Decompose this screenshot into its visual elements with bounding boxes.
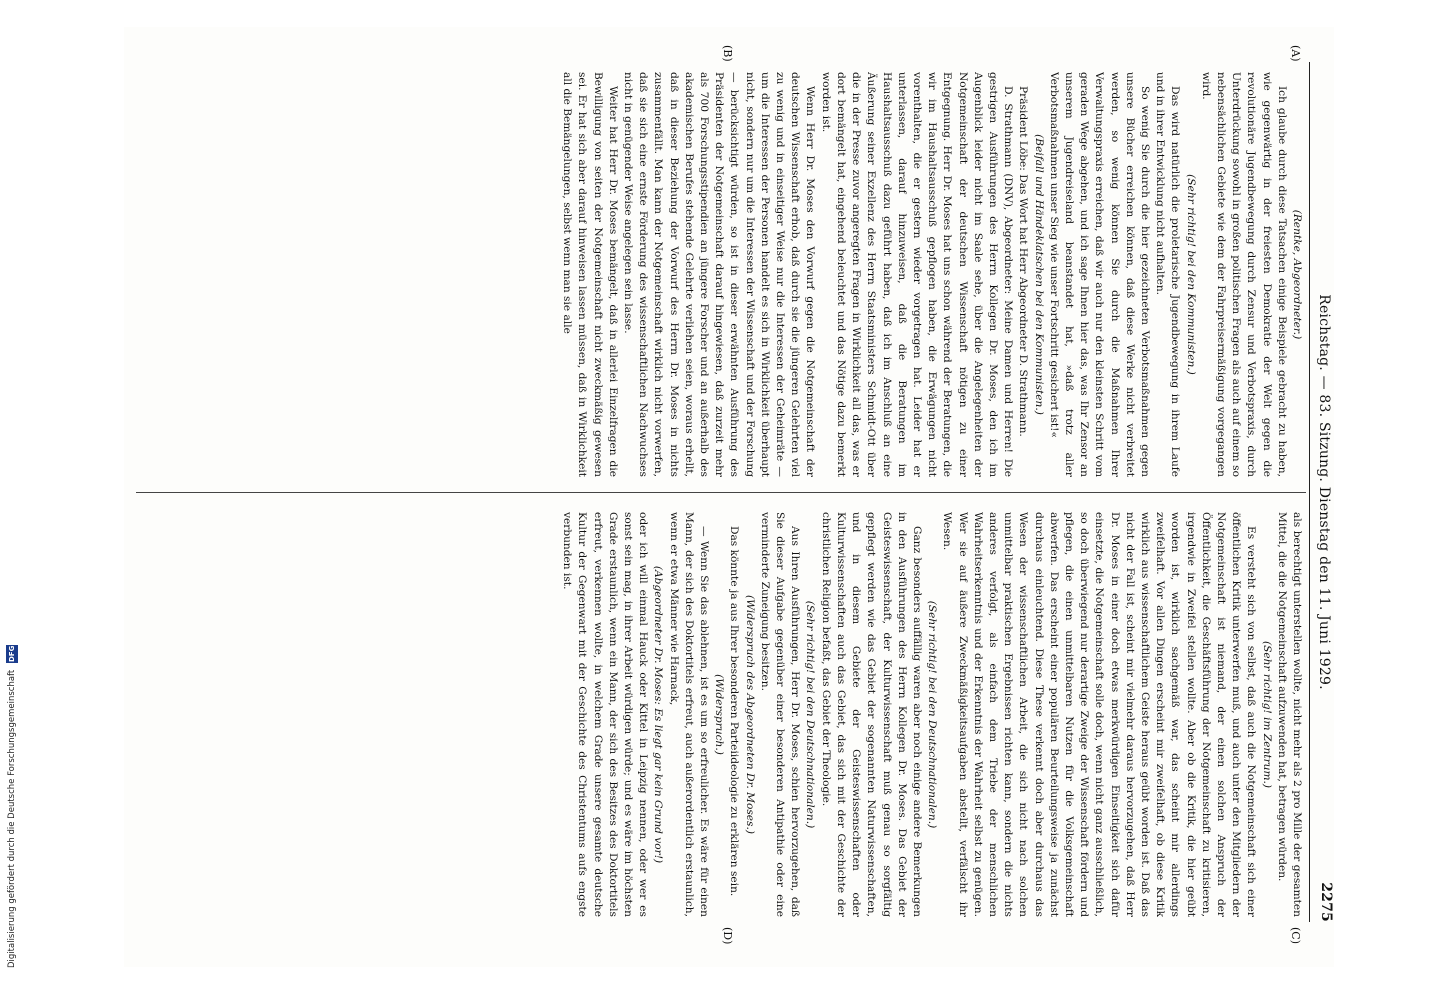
document-page xyxy=(124,27,1334,967)
interjection: (Sehr richtig! bei den Deutschnationalen.) xyxy=(926,600,939,829)
interjection: (Sehr richtig! im Zentrum.) xyxy=(1260,640,1273,789)
header-title: Reichstag. — 83. Sitzung. Dienstag den 11. Juni 1929. xyxy=(1316,294,1332,690)
interjection: (Sehr richtig! bei den Kommunisten.) xyxy=(1184,174,1197,375)
paragraph: Präsident Löbe: Das Wort hat Herr Abgeordneter D. Strathmann. xyxy=(1017,86,1030,437)
interjection: (Widerspruch.) xyxy=(713,674,726,755)
margin-letter-a: (A) xyxy=(1289,45,1302,62)
paragraph: oder ich will einmal Hauck oder Kittel in Leipzig nennen, oder wer es sonst sein mag, in ihrer Arbeit würdigen würde; und es wäre im höchsten Grade erstaunlich, wenn ein Mann, der sich des Besitzes des Doktortitels erfreut, verkennen wollte, in welchem Grade unsere gesamte deutsche Kultur der Gegenwart mit der Geschichte des Christentums aufs engste verbunden ist. xyxy=(561,512,650,917)
page-header xyxy=(1310,62,1334,922)
left-column xyxy=(134,72,1304,477)
margin-letter-d: (D) xyxy=(721,927,734,945)
header-rule xyxy=(1309,62,1310,922)
interjection: (Beifall und Händeklatschen bei den Kommunisten.) xyxy=(1032,134,1045,415)
paragraph: Ganz besonders auffällig waren aber noch einige andere Bemerkungen in den Ausführungen des Herrn Kollegen Dr. Moses. Das Gebiet der Geisteswissenschaft, der Kulturwissenschaft muß genau so sorgfältig gepflegt werden wie das Gebiet der sogenannten Naturwissenschaften, und in diesem Gebiete der Geisteswissenschaften oder Kulturwissenschaften auch das Gebiet, das sich mit der Geschichte der christlichen Religion befaßt, das Gebiet der Theologie. xyxy=(819,512,923,917)
digitization-credit xyxy=(6,28,20,968)
interjection: (Widerspruch des Abgeordneten Dr. Moses.) xyxy=(743,595,756,834)
paragraph: Wenn Herr Dr. Moses den Vorwurf gegen die Notgemeinschaft der deutschen Wissenschaft erhob, daß durch sie die jüngeren Gelehrten viel zu wenig und in einseitiger Weise nur die Interessen der Geheimräte — um die Interessen der Personen handelt es sich in Wirklichkeit überhaupt nicht, sondern nur um die Interessen der Wissenschaft und der Forschung — berücksichtigt würden, so ist in dieser erwähnten Ausführung des Präsidenten der Notgemeinschaft darauf hingewiesen, daß zurzeit mehr als 700 Forschungsstipendien an jüngere Forscher und an außerhalb des akademischen Berufes stehende Gelehrte verliehen seien, woraus erhellt, daß in dieser Beziehung der Vorwurf des Herrn Dr. Moses in nichts zusammenfällt. Man kann der Notgemeinschaft wirklich nicht vorwerfen, daß sie sich eine ernste Förderung des wissenschaftlichen Nachwuchses nicht in genügender Weise angelegen sein lasse. xyxy=(622,72,817,477)
margin-letter-c: (C) xyxy=(1289,927,1302,944)
dfg-logo: DFG xyxy=(8,645,16,663)
margin-letter-b: (B) xyxy=(721,45,734,62)
paragraph: D. Strathmann (DNV), Abgeordneter: Meine Damen und Herren! Die gestrigen Ausführungen des Herrn Kollegen Dr. Moses, den ich im Augenblick leider nicht im Saale sehe, über die Angelegenheiten der Notgemeinschaft der deutschen Wissenschaft nötigen zu einer Entgegnung. Herr Dr. Moses hat uns schon während der Beratungen, die wir im Haushaltsausschuß gepflogen haben, die Erwägungen nicht vorenthalten, die er gestern wieder vorgetragen hat. Leider hat er unterlassen, darauf hinzuweisen, daß die Beratungen im Haushaltsausschuß dazu geführt haben, daß ich im Anschluß an eine Äußerung seiner Exzellenz des Herrn Staatsministers Schmidt-Ott über die in der Presse zuvor angeregten Fragen in Wirklichkeit all das, was er dort bemängelt hat, eingehend beleuchtet und das Nötige dazu bemerkt worden ist. xyxy=(819,72,1015,477)
paragraph: Es versteht sich von selbst, daß auch die Notgemeinschaft sich einer öffentlichen Kritik unterwerfen muß, und auch unter den Mitgliedern der Notgemeinschaft ist niemand, der einen solchen Anspruch der Öffentlichkeit, die Geschäftsführung der Notgemeinschaft zu kritisieren, irgendwie in Zweifel stellen wollte. Aber ob die Kritik, die hier geübt worden ist, wirklich sachgemäß war, das scheint mir allerdings zweifelhaft. Vor allen Dingen erscheint mir zweifelhaft, ob diese Kritik wirklich aus wissenschaftlichem Geiste heraus geübt worden ist. Daß das nicht der Fall ist, scheint mir vielmehr daraus hervorzugehen, daß Herr Dr. Moses in einer doch etwas merkwürdigen Einseitigkeit sich dafür einsetzte, die Notgemeinschaft solle doch, wenn nicht ganz ausschließlich, so doch überwiegend nur derartige Zweige der Wissenschaft fördern und pflegen, die einen unmittelbaren Nutzen für die Volksgemeinschaft abwerfen. Das erscheint einer populären Beurteilungsweise ja zunächst durchaus einleuchtend. Diese These verkennt doch aber durchaus das Wesen der wissenschaftlichen Arbeit, die sich nicht nach solchen unmittelbar praktischen Ergebnissen richten kann, sondern die nichts anderes verfolgt, als einfach dem Triebe der menschlichen Wahrheitserkenntnis und der Erkenntnis der Wahrheit selbst zu genügen. Wer sie auf äußere Zweckmäßigkeitsaufgaben abstellt, verfälscht ihr Wesen. xyxy=(941,512,1258,917)
paragraph: So wenig Sie durch die hier gezeichneten Verbotsmaßnahmen gegen unsere Bücher erreichen können, daß diese Werke nicht verbreitet werden, so wenig können Sie durch die Maßnahmen Ihrer Verwaltungspraxis erreichen, daß wir auch nur den kleinsten Schritt vom geraden Wege abgehen, und ich sage Ihnen hier das, was Ihr Zensor an unserem Jugendreiseland beanstandet hat, »daß trotz aller Verbotsmaßnahmen unser Sieg wie unser Fortschritt gesichert ist!« xyxy=(1047,72,1151,477)
column-divider xyxy=(136,492,1306,493)
paragraph: Das wird natürlich die proletarische Jugendbewegung in ihrem Laufe und in ihrer Entwicklung nicht aufhalten. xyxy=(1154,72,1182,477)
paragraph: als berechtigt unterstellen wollte, nicht mehr als 2 pro Mille der gesamten Mittel, die die Notgemeinschaft aufzuwenden hat, betragen würden. xyxy=(1275,512,1303,917)
paragraph: Aus Ihren Ausführungen, Herr Dr. Moses, schien hervorzugehen, daß Sie dieser Aufgabe gegenüber einer besonderen Antipathie oder eine verminderte Zuneigung besitzen. xyxy=(758,512,802,917)
interjection: (Abgeordneter Dr. Moses: Es liegt gar kein Grund vor!) xyxy=(652,565,665,864)
page-number: 2275 xyxy=(1318,882,1334,922)
paragraph: Das könnte ja aus Ihrer besonderen Parteiideologie zu erklären sein. xyxy=(728,526,741,897)
interjection: (Sehr richtig! bei den Deutschnationalen.) xyxy=(804,600,817,829)
paragraph: Ich glaube durch diese Tatsachen einige Beispiele gebracht zu haben, wie gegenwärtig in der freiesten Demokratie der Welt gegen die revolutionäre Jugendbewegung durch Zensur und Verbotspraxis, durch Unterdrückung sowohl in großen politischen Fragen als auch auf einem so nebensächlichen Gebiete wie dem der Fahrpreisermäßigung vorgegangen wird. xyxy=(1199,72,1288,477)
credit-text: Digitalisierung gefördert durch die Deutsche Forschungsgemeinschaft xyxy=(7,669,17,968)
paragraph: — Wenn Sie das ablehnen, ist es um so erfreulicher. Es wäre für einen Mann, der sich des Doktortitels erfreut, auch außerordentlich erstaunlich, wenn er etwa Männer wie Harnack, xyxy=(667,512,711,917)
right-column xyxy=(134,512,1304,917)
speaker-tag: (Rentke, Abgeordneter.) xyxy=(1291,209,1303,340)
paragraph: Weiter hat Herr Dr. Moses bemängelt, daß in allerlei Einzelfragen die Bewilligung von seiten der Notgemeinschaft nicht zweckmäßig gewesen sei. Er hat sich aber darauf hinweisen lassen müssen, daß in Wirklichkeit all die Bemängelungen, selbst wenn man sie alle xyxy=(561,72,619,477)
